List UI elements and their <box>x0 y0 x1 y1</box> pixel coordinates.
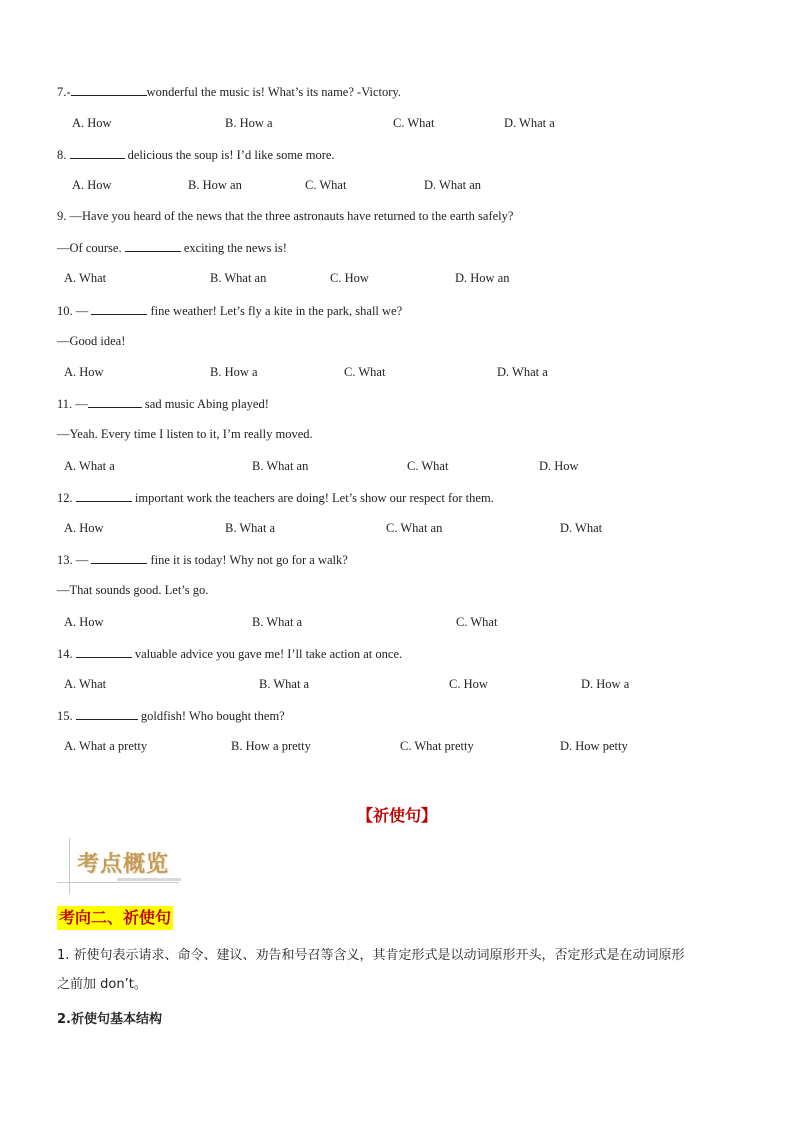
option-c[interactable]: C. How <box>330 271 369 285</box>
question-text: —Of course. <box>57 241 125 255</box>
option-d[interactable]: D. How petty <box>560 739 628 753</box>
question-7-line-1 <box>57 83 401 100</box>
question-text: —Good idea! <box>57 334 126 348</box>
question-text: 13. — <box>57 553 92 567</box>
answer-blank[interactable] <box>91 551 147 564</box>
option-a[interactable]: A. How <box>64 365 104 379</box>
option-b[interactable]: B. How a <box>210 365 258 379</box>
question-text: exciting the news is! <box>180 241 287 255</box>
option-c[interactable]: C. What <box>393 116 435 130</box>
option-d[interactable]: D. What <box>560 521 603 535</box>
option-d[interactable]: D. What a <box>497 365 548 379</box>
option-b[interactable]: B. How an <box>188 178 242 192</box>
question-10-line-2 <box>57 333 125 349</box>
option-b[interactable]: B. What an <box>252 459 309 473</box>
question-text: goldfish! Who bought them? <box>137 709 285 723</box>
question-15-line-1 <box>57 707 285 724</box>
option-c[interactable]: C. What <box>407 459 449 473</box>
answer-blank[interactable] <box>76 645 132 658</box>
banner-vertical-rule <box>69 838 70 894</box>
option-a[interactable]: A. What <box>64 677 107 691</box>
overview-banner <box>57 838 187 894</box>
option-d[interactable]: D. How an <box>455 271 510 285</box>
question-11-line-1 <box>57 395 269 412</box>
question-text: 7.- <box>57 85 71 99</box>
option-c[interactable]: C. What pretty <box>400 739 474 753</box>
option-a[interactable]: A. What <box>64 271 107 285</box>
question-14-line-1 <box>57 645 402 662</box>
banner-horizontal-rule <box>57 882 179 883</box>
option-a[interactable]: A. How <box>72 116 112 130</box>
question-8-line-1 <box>57 146 335 163</box>
paragraph-2: 2.祈使句基本结构 <box>57 1012 162 1027</box>
option-b[interactable]: B. What a <box>252 615 303 629</box>
question-10-line-1 <box>57 302 402 319</box>
option-b[interactable]: B. What an <box>210 271 267 285</box>
option-b[interactable]: B. How a pretty <box>231 739 311 753</box>
question-text: delicious the soup is! I’d like some more. <box>124 148 335 162</box>
option-c[interactable]: C. What <box>305 178 347 192</box>
question-text: 15. <box>57 709 76 723</box>
question-9-line-1 <box>57 208 513 224</box>
question-text: 11. — <box>57 397 88 411</box>
option-c[interactable]: C. How <box>449 677 488 691</box>
question-11-line-2 <box>57 426 313 442</box>
question-text: 10. — <box>57 304 92 318</box>
question-12-line-1 <box>57 489 494 506</box>
paragraph-1-line-2: 之前加 don’t。 <box>57 977 147 992</box>
option-d[interactable]: D. How <box>539 459 579 473</box>
question-text: —That sounds good. Let’s go. <box>57 583 209 597</box>
answer-blank[interactable] <box>76 489 132 502</box>
question-13-line-1 <box>57 551 348 568</box>
question-text: 14. <box>57 647 76 661</box>
question-text: sad music Abing played! <box>141 397 269 411</box>
highlight-heading: 考向二、祈使句 <box>57 906 173 930</box>
banner-underbar <box>117 878 181 881</box>
answer-blank[interactable] <box>88 395 142 408</box>
option-d[interactable]: D. What an <box>424 178 482 192</box>
option-c[interactable]: C. What <box>456 615 498 629</box>
answer-blank[interactable] <box>70 146 125 159</box>
option-b[interactable]: B. What a <box>259 677 310 691</box>
answer-blank[interactable] <box>91 302 147 315</box>
option-a[interactable]: A. How <box>64 615 104 629</box>
option-d[interactable]: D. What a <box>504 116 555 130</box>
option-a[interactable]: A. How <box>72 178 112 192</box>
option-d[interactable]: D. How a <box>581 677 630 691</box>
answer-blank[interactable] <box>125 239 181 252</box>
option-a[interactable]: A. What a pretty <box>64 739 148 753</box>
question-text: 12. <box>57 491 76 505</box>
question-text: fine it is today! Why not go for a walk? <box>147 553 348 567</box>
question-text: 8. <box>57 148 70 162</box>
option-c[interactable]: C. What an <box>386 521 443 535</box>
option-b[interactable]: B. How a <box>225 116 273 130</box>
option-a[interactable]: A. What a <box>64 459 115 473</box>
overview-label: 考点概览 <box>77 852 170 877</box>
question-text: —Yeah. Every time I listen to it, I’m really moved. <box>57 427 313 441</box>
question-9-line-2 <box>57 239 287 256</box>
option-c[interactable]: C. What <box>344 365 386 379</box>
section-title: 【祈使句】 <box>356 806 437 825</box>
answer-blank[interactable] <box>76 707 138 720</box>
question-text: important work the teachers are doing! Let’s show our respect for them. <box>131 491 494 505</box>
question-text: fine weather! Let’s fly a kite in the park, shall we? <box>147 304 403 318</box>
option-b[interactable]: B. What a <box>225 521 276 535</box>
question-text: wonderful the music is! What’s its name? -Victory. <box>146 85 401 99</box>
question-text: 9. —Have you heard of the news that the three astronauts have returned to the earth safely? <box>57 209 514 223</box>
paragraph-1-line-1: 1. 祈使句表示请求、命令、建议、劝告和号召等含义，其肯定形式是以动词原形开头，否定形式是在动词原形 <box>57 948 685 963</box>
question-13-line-2 <box>57 582 208 598</box>
option-a[interactable]: A. How <box>64 521 104 535</box>
question-text: valuable advice you gave me! I’ll take action at once. <box>131 647 403 661</box>
answer-blank[interactable] <box>71 83 147 96</box>
